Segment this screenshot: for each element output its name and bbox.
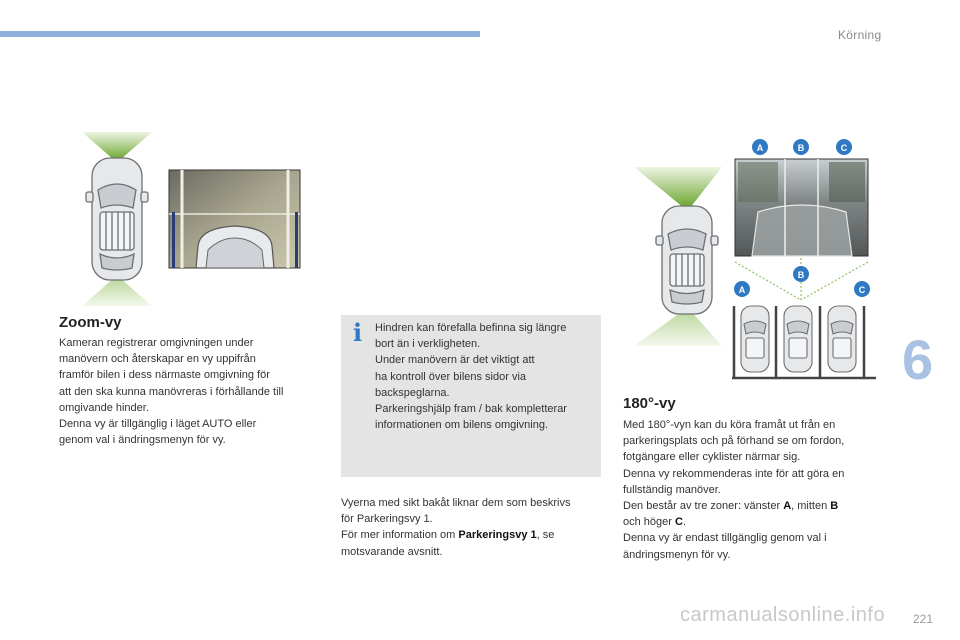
view-180-line	[623, 514, 893, 530]
zone-a-text: A	[783, 500, 792, 513]
view-180-line: Denna vy rekommenderas inte för att göra en	[623, 467, 845, 480]
info-line: ha kontroll över bilens sidor via	[375, 370, 527, 383]
zone-b-letter: B	[797, 143, 805, 153]
text-span: .	[682, 516, 686, 529]
zone-c-letter: C	[858, 285, 866, 295]
rear-camera-cone	[82, 278, 152, 306]
rear-view-note	[341, 495, 611, 560]
parked-car-icon	[828, 306, 856, 372]
zone-c-letter: C	[840, 143, 848, 153]
view-180-line: parkeringsplats och på förhand se om fordon,	[623, 435, 845, 448]
page-number: 221	[913, 612, 934, 626]
rear-view-line: motsvarande avsnitt.	[341, 545, 443, 558]
front-camera-cone	[82, 132, 152, 160]
rear-view-line: Vyerna med sikt bakåt liknar dem som beskrivs	[341, 497, 571, 509]
view-180-line: Denna vy är endast tillgänglig genom val i	[623, 532, 827, 545]
view-180-line	[623, 498, 893, 514]
zoom-line: genom val i ändringsmenyn för vy.	[59, 434, 226, 447]
zone-labels-middle	[734, 266, 870, 297]
zoom-line: Denna vy är tillgänglig i läget AUTO eller	[59, 418, 257, 431]
info-line: backspeglarna.	[375, 386, 450, 399]
front-camera-cone	[634, 167, 722, 208]
zoom-line: omgivande hinder.	[59, 401, 149, 414]
view-180-line: Med 180°-vyn kan du köra framåt ut från en	[623, 419, 836, 431]
zoom-view-illustration	[70, 128, 310, 310]
info-line: Parkeringshjälp fram / bak kompletterar	[375, 403, 567, 416]
zone-a-letter: A	[738, 285, 746, 295]
car-top-view-icon	[656, 206, 718, 314]
zoom-line: Kameran registrerar omgivningen under	[59, 337, 254, 349]
zoom-line: manövern och återskapar en vy uppifrån	[59, 353, 256, 366]
text-span: , se	[536, 529, 555, 542]
zoom-camera-image	[169, 170, 300, 268]
text-span: , mitten	[791, 500, 831, 513]
rear-view-line	[341, 527, 611, 543]
info-line: Hindren kan förefalla befinna sig längre	[375, 322, 567, 334]
section-label: Körning	[838, 28, 882, 42]
zone-labels-top	[752, 139, 852, 155]
zone-b-letter: B	[797, 270, 805, 280]
parking-view-link-text: Parkeringsvy 1	[458, 529, 537, 542]
view-180-line: fotgängare eller cyklister närmar sig.	[623, 451, 801, 464]
car-top-view-icon	[86, 158, 148, 280]
text-span: och höger	[623, 516, 675, 529]
text-span: Den består av tre zoner: vänster	[623, 500, 784, 513]
top-color-bar	[0, 31, 480, 37]
zoom-line: framför bilen i dess närmaste omgivning för	[59, 369, 270, 382]
info-text	[375, 320, 597, 433]
view-180-camera-image	[735, 159, 868, 256]
chapter-number: 6	[902, 328, 934, 391]
parked-car-icon	[784, 306, 812, 372]
view-180-line: fullständig manöver.	[623, 483, 721, 496]
zoom-view-description	[59, 335, 319, 448]
rear-camera-cone	[634, 310, 722, 346]
text-span: För mer information om	[341, 529, 459, 542]
zone-b-text: B	[830, 500, 839, 513]
zone-c-text: C	[674, 516, 683, 529]
view-180-title: 180°-vy	[623, 395, 676, 412]
info-box	[341, 315, 601, 477]
info-line: informationen om bilens omgivning.	[375, 419, 549, 432]
info-icon: i	[353, 318, 363, 347]
rear-view-line: för Parkeringsvy 1.	[341, 513, 433, 526]
info-line: Under manövern är det viktigt att	[375, 354, 535, 367]
info-line: bort än i verkligheten.	[375, 338, 481, 351]
watermark: carmanualsonline.info	[680, 604, 886, 626]
parked-car-icon	[741, 306, 769, 372]
zoom-view-title: Zoom-vy	[59, 314, 122, 331]
view-180-line: ändringsmenyn för vy.	[623, 548, 731, 561]
view-180-illustration	[624, 134, 880, 384]
view-180-description	[623, 417, 893, 563]
zone-a-letter: A	[756, 143, 764, 153]
zoom-line: att den ska kunna manövreras i förhållande till	[59, 385, 284, 398]
